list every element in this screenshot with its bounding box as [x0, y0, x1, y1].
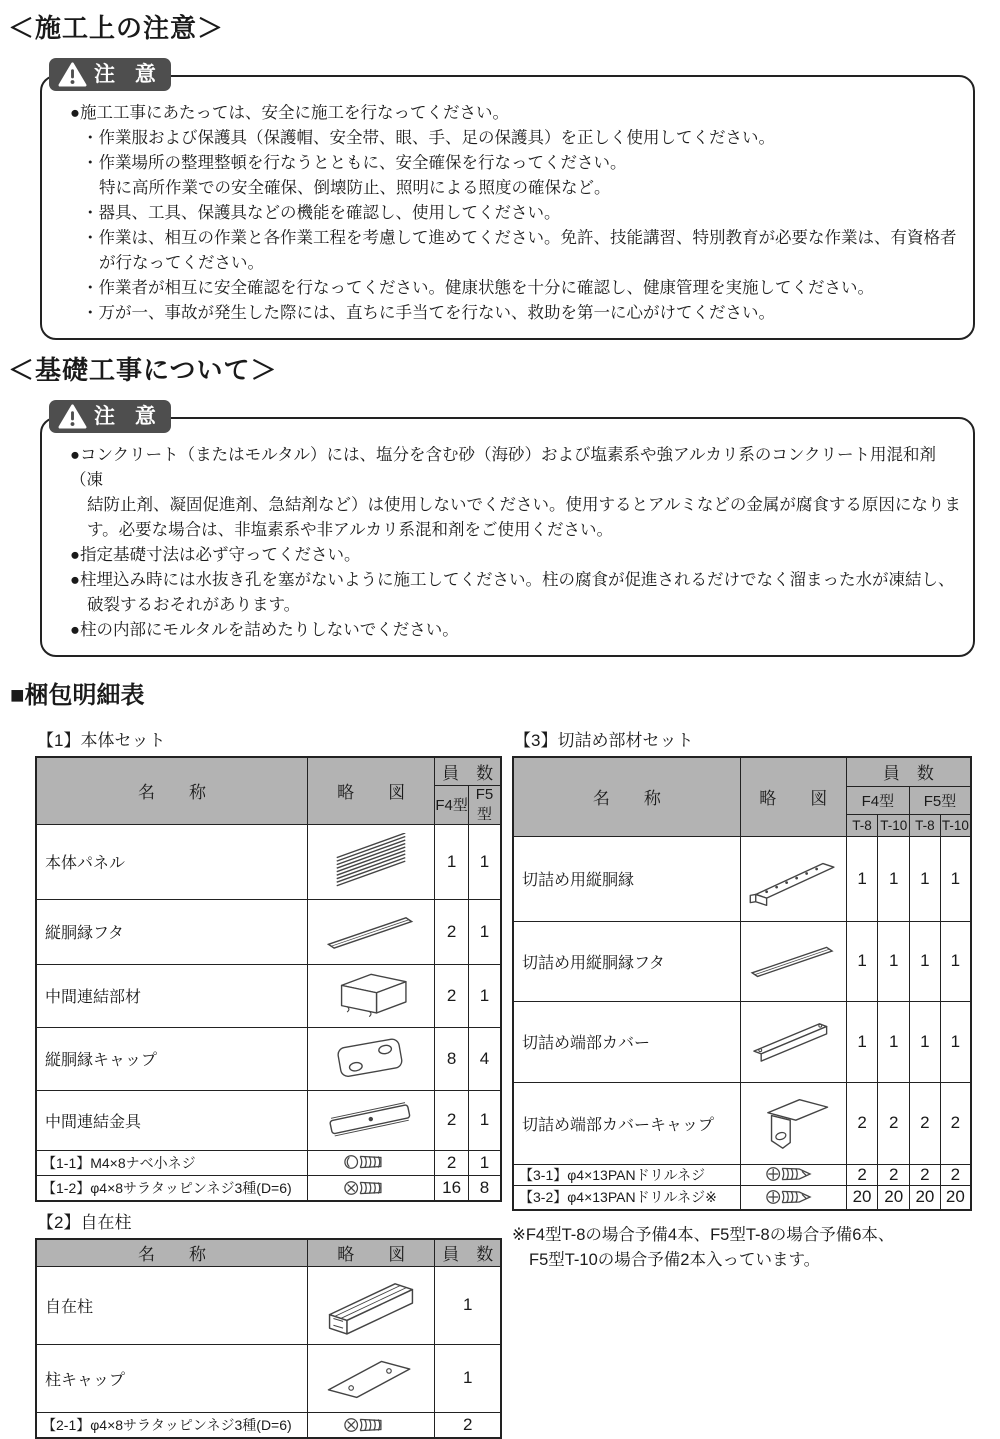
table-row	[36, 1090, 501, 1150]
col-header-name: 名 称	[36, 757, 308, 824]
sketch-cell	[308, 1150, 435, 1175]
caution-box-foundation	[40, 405, 975, 657]
caution-line: ・作業者が相互に安全確認を行なってください。健康状態を十分に確認し、健康管理を実施してください。	[82, 279, 874, 297]
table-row	[513, 1001, 971, 1082]
table-row	[36, 824, 501, 899]
col-header-t10: T-10	[940, 814, 971, 836]
manual-page	[0, 8, 1000, 1434]
col-header-f5: F5型	[910, 786, 971, 814]
item-name: 縦胴縁フタ	[36, 899, 308, 964]
table-row	[513, 1185, 971, 1210]
qty: 1	[435, 1266, 501, 1344]
caution-line: 特に高所作業での安全確保、倒壊防止、照明による照度の確保など。	[99, 179, 611, 197]
col-header-name: 名 称	[36, 1239, 308, 1266]
item-name: 切詰め用縦胴縁	[513, 836, 740, 921]
note-line: F5型T-10の場合予備2本入っています。	[529, 1251, 821, 1269]
channel-holes-icon	[743, 848, 843, 910]
caution-badge	[49, 58, 171, 91]
table-row	[36, 1027, 501, 1090]
qty-f4: 16	[435, 1175, 469, 1201]
caution-badge	[49, 400, 171, 433]
packing-left-column	[35, 720, 502, 1439]
caution-line: 結防止剤、凝固促進剤、急結剤など）は使用しないでください。使用するとアルミなどの金属が腐食する原因になりま	[87, 496, 961, 514]
col-header-sketch: 略 図	[308, 1239, 435, 1266]
table-row	[36, 1266, 501, 1344]
qty-f5: 4	[468, 1027, 501, 1090]
qty: 1	[846, 1001, 878, 1082]
qty: 2	[910, 1082, 941, 1164]
table-row	[36, 899, 501, 964]
table-row	[513, 1164, 971, 1185]
section2-title: ＜基礎工事について＞	[8, 355, 278, 385]
item-name: 【1-2】φ4×8サラタッピンネジ3種(D=6)	[36, 1175, 308, 1201]
flat-screw-icon	[343, 1416, 399, 1434]
qty: 2	[878, 1164, 910, 1185]
sketch-cell	[308, 1412, 435, 1438]
qty: 1	[940, 836, 971, 921]
caution-badge-label: 注 意	[94, 63, 163, 86]
item-name: 中間連結金具	[36, 1090, 308, 1150]
col-header-sketch: 略 図	[740, 757, 846, 836]
caution-line: ・作業は、相互の作業と各作業工程を考慮して進めてください。免許、技能講習、特別教育が必要な作業は、有資格者	[82, 229, 957, 247]
sketch-cell	[308, 964, 435, 1027]
table-row	[36, 1150, 501, 1175]
table-row	[513, 836, 971, 921]
table-header-row	[36, 1239, 501, 1266]
col-header-qty: 員 数	[435, 757, 501, 785]
table-row	[36, 1175, 501, 1201]
col-header-sketch: 略 図	[308, 757, 435, 824]
table-row	[36, 964, 501, 1027]
sketch-cell	[740, 1082, 846, 1164]
caution-line: ・作業場所の整理整頓を行なうとともに、安全確保を行なってください。	[82, 154, 627, 172]
qty: 20	[878, 1185, 910, 1210]
item-name: 【3-2】φ4×13PANドリルネジ※	[513, 1185, 740, 1210]
qty: 1	[435, 1344, 501, 1412]
qty: 1	[846, 836, 878, 921]
qty-f4: 1	[435, 824, 469, 899]
qty-f4: 2	[435, 964, 469, 1027]
sketch-cell	[308, 899, 435, 964]
caution-line: ●施工工事にあたっては、安全に施工を行なってください。	[70, 104, 509, 122]
qty-f5: 8	[468, 1175, 501, 1201]
sketch-cell	[740, 1164, 846, 1185]
caution-line: 破裂するおそれがあります。	[87, 596, 301, 614]
caution-badge-label: 注 意	[94, 405, 163, 428]
table-cut-parts-set	[512, 756, 972, 1211]
qty: 1	[910, 921, 941, 1001]
table3-caption: 【3】切詰め部材セット	[514, 731, 694, 750]
table1-caption: 【1】本体セット	[37, 731, 166, 750]
qty-f5: 1	[468, 899, 501, 964]
col-header-qty: 員 数	[435, 1239, 501, 1266]
drill-screw-icon	[765, 1165, 821, 1183]
caution-line: が行なってください。	[99, 254, 264, 272]
flat-bar-icon	[743, 939, 843, 983]
sketch-cell	[308, 1344, 435, 1412]
col-header-t10: T-10	[878, 814, 910, 836]
qty: 1	[940, 1001, 971, 1082]
flat-bar-icon	[319, 910, 423, 954]
warning-triangle-icon	[58, 404, 87, 430]
qty: 1	[878, 836, 910, 921]
item-name: 【3-1】φ4×13PANドリルネジ	[513, 1164, 740, 1185]
sketch-cell	[740, 836, 846, 921]
pan-screw-icon	[343, 1153, 399, 1171]
flat-screw-icon	[343, 1179, 399, 1197]
caution-line: ・作業服および保護具（保護帽、安全帯、眼、手、足の保護具）を正しく使用してください。	[82, 129, 775, 147]
qty-f4: 2	[435, 1090, 469, 1150]
table-header-row	[36, 757, 501, 785]
sketch-cell	[740, 921, 846, 1001]
packing-right-column	[512, 720, 972, 1439]
qty: 1	[878, 1001, 910, 1082]
item-name: 【2-1】φ4×8サラタッピンネジ3種(D=6)	[36, 1412, 308, 1438]
panel-stack-icon	[319, 833, 423, 891]
qty-f5: 1	[468, 1090, 501, 1150]
section1-title: ＜施工上の注意＞	[8, 13, 225, 43]
qty-f4: 2	[435, 1150, 469, 1175]
qty: 20	[846, 1185, 878, 1210]
qty: 2	[940, 1082, 971, 1164]
qty: 2	[435, 1412, 501, 1438]
table-body-set	[35, 756, 502, 1202]
item-name: 【1-1】M4×8ナベ小ネジ	[36, 1150, 308, 1175]
qty: 1	[940, 921, 971, 1001]
col-header-t8: T-8	[846, 814, 878, 836]
drill-screw-icon	[765, 1188, 821, 1206]
plate-two-holes-icon	[321, 1031, 421, 1086]
table-free-post	[35, 1238, 502, 1439]
item-name: 本体パネル	[36, 824, 308, 899]
col-header-f5: F5型	[468, 785, 501, 824]
caution-line: ●柱の内部にモルタルを詰めたりしないでください。	[70, 621, 459, 639]
col-header-t8: T-8	[910, 814, 941, 836]
qty: 2	[910, 1164, 941, 1185]
qty: 2	[878, 1082, 910, 1164]
item-name: 切詰め端部カバー	[513, 1001, 740, 1082]
table-row	[513, 1082, 971, 1164]
caution-line: す。必要な場合は、非塩素系や非アルカリ系混和剤をご使用ください。	[87, 521, 614, 539]
caution-line: ・器具、工具、保護具などの機能を確認し、使用してください。	[82, 204, 561, 222]
item-name: 柱キャップ	[36, 1344, 308, 1412]
sketch-cell	[308, 1266, 435, 1344]
note-line: ※F4型T-8の場合予備4本、F5型T-8の場合予備6本、	[512, 1226, 895, 1244]
channel-icon	[325, 967, 417, 1024]
caution-box-construction	[40, 63, 975, 340]
cap-plate-icon	[319, 1350, 423, 1407]
qty: 1	[910, 836, 941, 921]
qty-f4: 2	[435, 899, 469, 964]
qty: 2	[940, 1164, 971, 1185]
qty: 20	[940, 1185, 971, 1210]
table2-caption: 【2】自在柱	[37, 1213, 132, 1232]
item-name: 中間連結部材	[36, 964, 308, 1027]
angle-cover-icon	[743, 1014, 843, 1070]
caution-line: ●柱埋込み時には水抜き孔を塞がないように施工してください。柱の腐食が促進されるだけでなく溜まった水が凍結し、	[70, 571, 955, 589]
col-header-qty: 員 数	[846, 757, 971, 786]
packing-tables	[35, 720, 1000, 1439]
table-row	[36, 1412, 501, 1438]
sketch-cell	[308, 1090, 435, 1150]
sketch-cell	[308, 824, 435, 899]
col-header-f4: F4型	[846, 786, 909, 814]
warning-triangle-icon	[58, 62, 87, 88]
qty-f5: 1	[468, 1150, 501, 1175]
qty-f5: 1	[468, 964, 501, 1027]
item-name: 縦胴縁キャップ	[36, 1027, 308, 1090]
qty: 1	[878, 921, 910, 1001]
qty: 2	[846, 1082, 878, 1164]
packing-list-heading: ■梱包明細表	[10, 682, 145, 709]
caution-line: ●指定基礎寸法は必ず守ってください。	[70, 546, 361, 564]
caution-line: ●コンクリート（またはモルタル）には、塩分を含む砂（海砂）および塩素系や強アルカリ系のコンクリート用混和剤（凍	[70, 446, 936, 489]
item-name: 切詰め用縦胴縁フタ	[513, 921, 740, 1001]
cover-cap-icon	[751, 1088, 835, 1158]
qty: 1	[910, 1001, 941, 1082]
sketch-cell	[740, 1185, 846, 1210]
joint-bracket-icon	[319, 1095, 423, 1145]
col-header-name: 名 称	[513, 757, 740, 836]
qty: 20	[910, 1185, 941, 1210]
col-header-f4: F4型	[435, 785, 469, 824]
sketch-cell	[308, 1027, 435, 1090]
item-name: 自在柱	[36, 1266, 308, 1344]
spare-screws-note	[512, 1223, 972, 1273]
qty: 1	[846, 921, 878, 1001]
item-name: 切詰め端部カバーキャップ	[513, 1082, 740, 1164]
sketch-cell	[308, 1175, 435, 1201]
qty: 2	[846, 1164, 878, 1185]
post-icon	[318, 1270, 424, 1340]
table-row	[513, 921, 971, 1001]
sketch-cell	[740, 1001, 846, 1082]
qty-f4: 8	[435, 1027, 469, 1090]
table-header-row	[513, 757, 971, 786]
qty-f5: 1	[468, 824, 501, 899]
table-row	[36, 1344, 501, 1412]
caution-line: ・万が一、事故が発生した際には、直ちに手当てを行ない、救助を第一に心がけてください。	[82, 304, 775, 322]
